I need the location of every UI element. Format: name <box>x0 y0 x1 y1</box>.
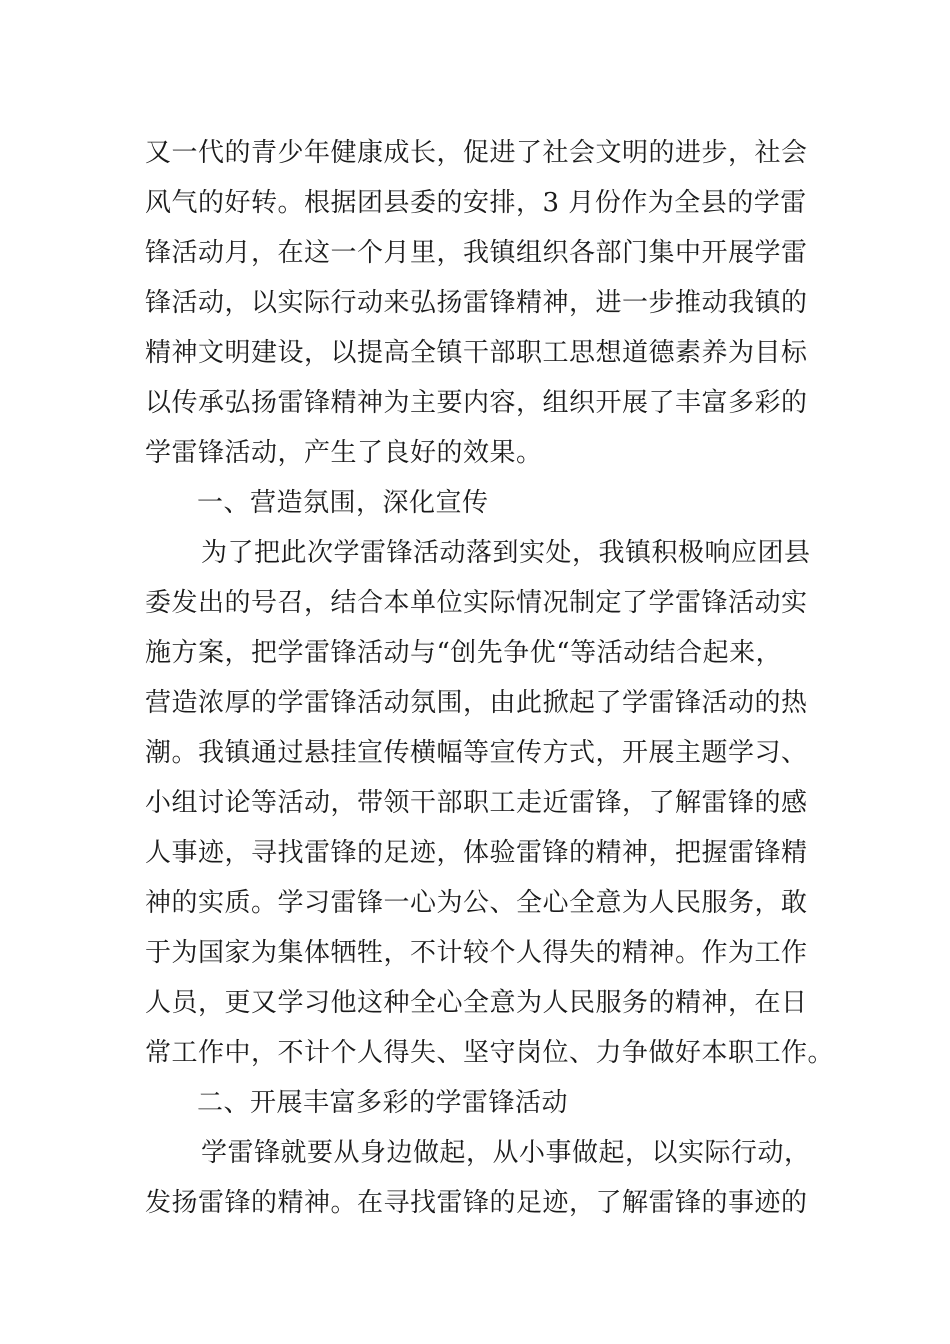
text-line: 学雷锋活动，产生了良好的效果。 <box>145 438 543 468</box>
paragraph-start: 为了把此次学雷锋活动落到实处，我镇积极响应团县 <box>201 538 811 568</box>
text-line: 神的实质。学习雷锋一心为公、全心全意为人民服务，敢 <box>145 888 808 918</box>
text-line: 于为国家为集体牺牲，不计较个人得失的精神。作为工作 <box>145 938 808 968</box>
text-line: 又一代的青少年健康成长，促进了社会文明的进步，社会 <box>145 138 808 168</box>
section-heading-1: 一、营造氛围，深化宣传 <box>197 488 489 518</box>
text-line: 人事迹，寻找雷锋的足迹，体验雷锋的精神，把握雷锋精 <box>145 838 808 868</box>
paragraph-start: 学雷锋就要从身边做起，从小事做起，以实际行动， <box>201 1138 811 1168</box>
text-line: 以传承弘扬雷锋精神为主要内容，组织开展了丰富多彩的 <box>145 388 808 418</box>
text-line: 施方案，把学雷锋活动与“创先争优“等活动结合起来， <box>145 638 783 668</box>
text-line: 锋活动月，在这一个月里，我镇组织各部门集中开展学雷 <box>145 238 808 268</box>
section-heading-2: 二、开展丰富多彩的学雷锋活动 <box>197 1088 569 1118</box>
text-line: 委发出的号召，结合本单位实际情况制定了学雷锋活动实 <box>145 588 808 618</box>
text-line: 潮。我镇通过悬挂宣传横幅等宣传方式，开展主题学习、 <box>145 738 808 768</box>
text-line: 锋活动，以实际行动来弘扬雷锋精神，进一步推动我镇的 <box>145 288 808 318</box>
text-line: 精神文明建设，以提高全镇干部职工思想道德素养为目标 <box>145 338 808 368</box>
document-body <box>145 128 835 1228</box>
text-line: 小组讨论等活动，带领干部职工走近雷锋，了解雷锋的感 <box>145 788 808 818</box>
text-line: 常工作中，不计个人得失、坚守岗位、力争做好本职工作。 <box>145 1038 835 1068</box>
text-line: 营造浓厚的学雷锋活动氛围，由此掀起了学雷锋活动的热 <box>145 688 808 718</box>
text-line: 风气的好转。根据团县委的安排，3 月份作为全县的学雷 <box>145 188 807 218</box>
text-line: 发扬雷锋的精神。在寻找雷锋的足迹，了解雷锋的事迹的 <box>145 1188 808 1218</box>
text-line: 人员，更又学习他这种全心全意为人民服务的精神，在日 <box>145 988 808 1018</box>
